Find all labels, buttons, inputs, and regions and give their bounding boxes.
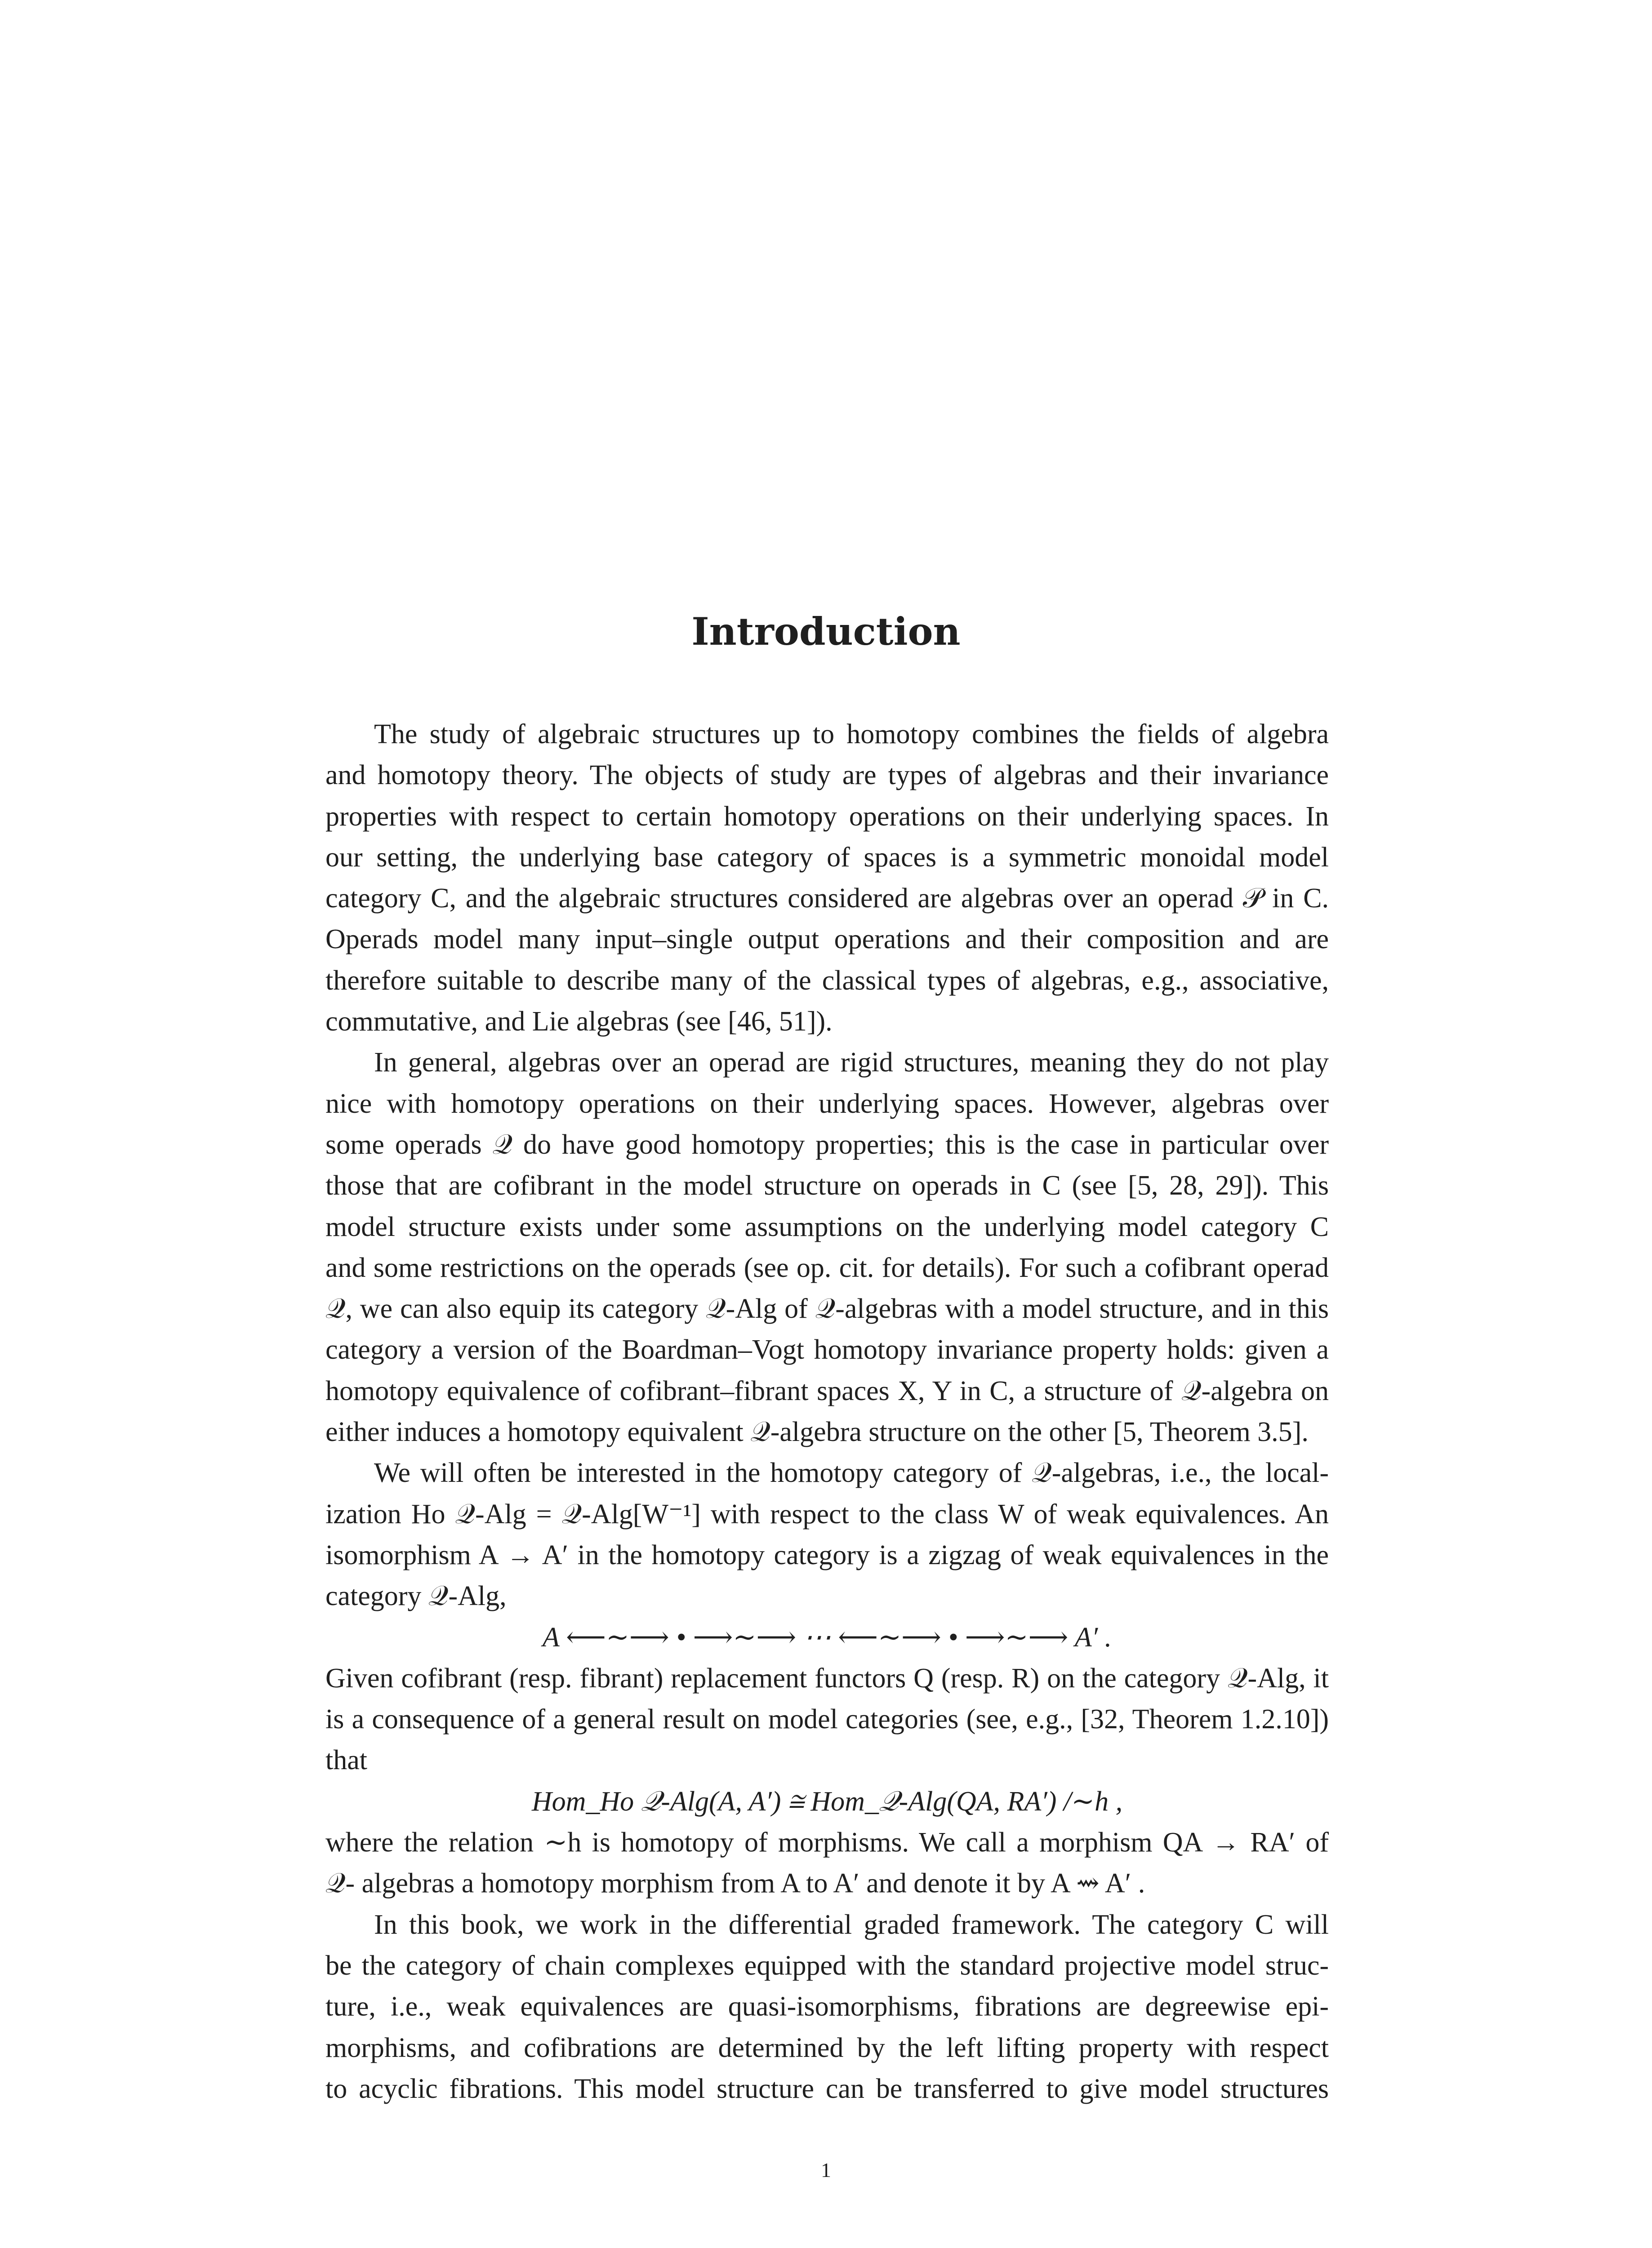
paragraph-2 [325,1042,1329,1453]
text-line: We will often be interested in the homotopy category of 𝒬-algebras, i.e., the local- [374,1458,1329,1489]
paragraph-6 [325,1905,1329,2110]
text-line: category 𝒬-Alg, [325,1581,507,1612]
text-line: 𝒬, we can also equip its category 𝒬-Alg of 𝒬-algebras with a model structure, and in this [325,1293,1329,1325]
text-line: properties with respect to certain homotopy operations on their underlying spaces. In [325,801,1329,832]
text-line: In this book, we work in the differential graded framework. The category C will [374,1909,1329,1940]
text-line: to acyclic fibrations. This model structure can be transferred to give model structures [325,2073,1329,2104]
text-line: and homotopy theory. The objects of study are types of algebras and their invariance [325,760,1329,791]
page-title: Introduction [691,609,961,654]
text-line: ture, i.e., weak equivalences are quasi-isomorphisms, fibrations are degreewise epi- [325,1991,1329,2022]
paragraph-5 [325,1822,1329,1905]
text-line: nice with homotopy operations on their underlying spaces. However, algebras over [325,1088,1329,1119]
text-line: is a consequence of a general result on model categories (see, e.g., [32, Theorem 1.2.10]) [325,1704,1329,1735]
text-line: category C, and the algebraic structures considered are algebras over an operad 𝒫 in C. [325,883,1329,914]
paragraph-3 [325,1453,1329,1617]
text-line: ization Ho 𝒬-Alg = 𝒬-Alg[W⁻¹] with respect to the class W of weak equivalences. An [325,1499,1329,1530]
paragraph-4 [325,1658,1329,1781]
text-line: category a version of the Boardman–Vogt homotopy invariance property holds: given a [325,1334,1329,1365]
text-line: isomorphism A → A′ in the homotopy category is a zigzag of weak equivalences in the [325,1539,1329,1570]
text-line: and some restrictions on the operads (see op. cit. for details). For such a cofibrant operad [325,1252,1329,1283]
body-text [325,714,1329,2110]
text-line: morphisms, and cofibrations are determined by the left lifting property with respect [325,2032,1329,2063]
text-line: commutative, and Lie algebras (see [46, 51]). [325,1006,833,1037]
text-line: our setting, the underlying base category of spaces is a symmetric monoidal model [325,842,1329,873]
text-line: where the relation ∼h is homotopy of morphisms. We call a morphism QA → RA′ of [325,1827,1329,1858]
hom-equation: Hom_Ho 𝒬-Alg(A, A′) ≅ Hom_𝒬-Alg(QA, RA′) /∼h , [531,1786,1123,1817]
text-line: In general, algebras over an operad are rigid structures, meaning they do not play [374,1047,1329,1078]
text-line: homotopy equivalence of cofibrant–fibrant spaces X, Y in C, a structure of 𝒬-algebra on [325,1375,1329,1406]
zigzag-equation: A ⟵∼⟶ • ⟶∼⟶ ⋯ ⟵∼⟶ • ⟶∼⟶ A′ . [542,1622,1112,1653]
text-line: therefore suitable to describe many of the classical types of algebras, e.g., associative, [325,965,1329,996]
text-line: some operads 𝒬 do have good homotopy properties; this is the case in particular over [325,1129,1329,1160]
text-line: be the category of chain complexes equipped with the standard projective model struc- [325,1950,1329,1981]
text-line: Operads model many input–single output operations and their composition and are [325,924,1329,955]
text-line: model structure exists under some assumptions on the underlying model category C [325,1211,1329,1242]
page-number: 1 [821,2159,831,2181]
text-line: 𝒬- algebras a homotopy morphism from A to A′ and denote it by A ⇝ A′ . [325,1868,1145,1899]
text-line: Given cofibrant (resp. fibrant) replacement functors Q (resp. R) on the category 𝒬-Alg, it [325,1663,1329,1694]
text-line: The study of algebraic structures up to homotopy combines the fields of algebra [374,719,1329,749]
paragraph-1 [325,714,1329,1042]
text-line: that [325,1745,367,1776]
text-line: those that are cofibrant in the model structure on operads in C (see [5, 28, 29]). This [325,1170,1329,1201]
text-line: either induces a homotopy equivalent 𝒬-algebra structure on the other [5, Theorem 3.5]. [325,1417,1309,1448]
